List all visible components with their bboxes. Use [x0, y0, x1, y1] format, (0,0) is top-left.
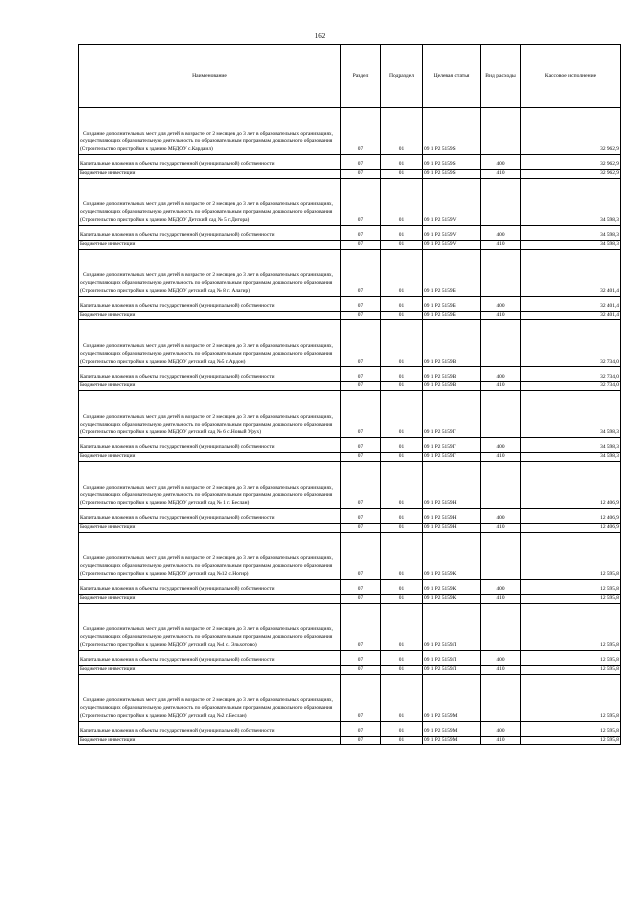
row-code-cell: 09 1 P2 5159К — [423, 532, 481, 579]
row-expense-type-cell: 400 — [481, 367, 521, 382]
table-row — [79, 391, 621, 438]
row-expense-type-cell: 410 — [481, 665, 521, 674]
row-section-cell: 07 — [341, 736, 381, 745]
header-subsection: Подраздел — [381, 45, 423, 108]
row-subsection-cell: 01 — [381, 170, 423, 179]
row-amount-cell: 32 962,9 — [521, 108, 621, 155]
row-code-cell: 09 1 P2 5159Н — [423, 509, 481, 524]
row-section-cell: 07 — [341, 603, 381, 650]
table-row — [79, 674, 621, 721]
table-row — [79, 367, 621, 382]
header-expense-type: Вид расходы — [481, 45, 521, 108]
row-expense-type-cell — [481, 532, 521, 579]
row-expense-type-cell: 410 — [481, 736, 521, 745]
row-section-cell: 07 — [341, 674, 381, 721]
row-section-cell: 07 — [341, 296, 381, 311]
row-subsection-cell: 01 — [381, 453, 423, 462]
row-code-cell: 09 1 P2 5159S — [423, 108, 481, 155]
row-amount-cell: 12 595,8 — [521, 736, 621, 745]
row-amount-cell: 12 595,8 — [521, 594, 621, 603]
row-subsection-cell: 01 — [381, 524, 423, 533]
row-name-cell: Капитальные вложения в объекты государственной (муниципальной) собственности — [79, 509, 341, 524]
row-expense-type-cell: 410 — [481, 453, 521, 462]
row-subsection-cell: 01 — [381, 249, 423, 296]
table-row — [79, 594, 621, 603]
row-subsection-cell: 01 — [381, 382, 423, 391]
table-row — [79, 320, 621, 367]
row-amount-cell: 34 598,3 — [521, 438, 621, 453]
table-row — [79, 532, 621, 579]
row-section-cell: 07 — [341, 650, 381, 665]
table-row — [79, 311, 621, 320]
row-subsection-cell: 01 — [381, 438, 423, 453]
row-name-cell: Создание дополнительных мест для детей в возрасте от 2 месяцев до 3 лет в образовательных организациях, осуществляющих образовательную деятельность по образовательным программам дошкольного образования (Строительство пристройки к зданию МБДОУ детский сад № 8 г. Алагир) — [79, 249, 341, 296]
row-code-cell: 09 1 P2 5159М — [423, 721, 481, 736]
row-amount-cell: 12 406,9 — [521, 462, 621, 509]
row-section-cell: 07 — [341, 462, 381, 509]
header-section: Раздел — [341, 45, 381, 108]
row-expense-type-cell: 400 — [481, 721, 521, 736]
row-subsection-cell: 01 — [381, 108, 423, 155]
row-section-cell: 07 — [341, 391, 381, 438]
row-amount-cell: 12 595,8 — [521, 532, 621, 579]
row-section-cell: 07 — [341, 594, 381, 603]
row-expense-type-cell — [481, 603, 521, 650]
row-code-cell: 09 1 P2 5159Н — [423, 462, 481, 509]
row-subsection-cell: 01 — [381, 391, 423, 438]
table-row — [79, 170, 621, 179]
row-amount-cell: 12 595,8 — [521, 603, 621, 650]
row-code-cell: 09 1 P2 5159Г — [423, 438, 481, 453]
row-name-cell: Создание дополнительных мест для детей в возрасте от 2 месяцев до 3 лет в образовательных организациях, осуществляющих образовательную деятельность по образовательным программам дошкольного образования (Строительство пристройки к зданию МБДОУ с.Кардаил) — [79, 108, 341, 155]
row-subsection-cell: 01 — [381, 240, 423, 249]
table-row — [79, 249, 621, 296]
row-amount-cell: 34 598,3 — [521, 240, 621, 249]
row-expense-type-cell — [481, 320, 521, 367]
row-subsection-cell: 01 — [381, 579, 423, 594]
row-amount-cell: 34 598,3 — [521, 225, 621, 240]
row-subsection-cell: 01 — [381, 178, 423, 225]
table-row — [79, 108, 621, 155]
row-section-cell: 07 — [341, 367, 381, 382]
row-subsection-cell: 01 — [381, 650, 423, 665]
table-row — [79, 296, 621, 311]
row-expense-type-cell — [481, 391, 521, 438]
table-row — [79, 178, 621, 225]
row-code-cell: 09 1 P2 5159Б — [423, 249, 481, 296]
row-name-cell: Бюджетные инвестиции — [79, 736, 341, 745]
table-row — [79, 579, 621, 594]
row-code-cell: 09 1 P2 5159S — [423, 155, 481, 170]
row-section-cell: 07 — [341, 532, 381, 579]
table-row — [79, 721, 621, 736]
row-subsection-cell: 01 — [381, 532, 423, 579]
row-amount-cell: 12 595,8 — [521, 721, 621, 736]
row-expense-type-cell: 400 — [481, 438, 521, 453]
table-row — [79, 603, 621, 650]
row-code-cell: 09 1 P2 5159Л — [423, 665, 481, 674]
row-section-cell: 07 — [341, 382, 381, 391]
row-name-cell: Капитальные вложения в объекты государственной (муниципальной) собственности — [79, 579, 341, 594]
row-section-cell: 07 — [341, 524, 381, 533]
row-section-cell: 07 — [341, 579, 381, 594]
table-row — [79, 509, 621, 524]
row-code-cell: 09 1 P2 5159М — [423, 736, 481, 745]
row-name-cell: Бюджетные инвестиции — [79, 524, 341, 533]
row-name-cell: Бюджетные инвестиции — [79, 382, 341, 391]
row-subsection-cell: 01 — [381, 296, 423, 311]
row-name-cell: Капитальные вложения в объекты государственной (муниципальной) собственности — [79, 296, 341, 311]
row-amount-cell: 12 595,8 — [521, 650, 621, 665]
table-row — [79, 438, 621, 453]
row-section-cell: 07 — [341, 225, 381, 240]
row-name-cell: Капитальные вложения в объекты государственной (муниципальной) собственности — [79, 650, 341, 665]
row-expense-type-cell — [481, 178, 521, 225]
row-name-cell: Создание дополнительных мест для детей в возрасте от 2 месяцев до 3 лет в образовательных организациях, осуществляющих образовательную деятельность по образовательным программам дошкольного образования (Строительство пристройки к зданию МБДОУ детский сад № 1 г. Беслан) — [79, 462, 341, 509]
row-code-cell: 09 1 P2 5159Б — [423, 311, 481, 320]
row-amount-cell: 34 598,3 — [521, 453, 621, 462]
row-amount-cell: 32 962,9 — [521, 155, 621, 170]
budget-table — [78, 44, 621, 745]
row-code-cell: 09 1 P2 5159В — [423, 367, 481, 382]
row-amount-cell: 32 401,4 — [521, 311, 621, 320]
row-subsection-cell: 01 — [381, 674, 423, 721]
row-code-cell: 09 1 P2 5159Н — [423, 524, 481, 533]
row-expense-type-cell: 410 — [481, 311, 521, 320]
table-row — [79, 240, 621, 249]
row-expense-type-cell: 410 — [481, 382, 521, 391]
row-subsection-cell: 01 — [381, 155, 423, 170]
row-subsection-cell: 01 — [381, 594, 423, 603]
table-row — [79, 524, 621, 533]
row-name-cell: Капитальные вложения в объекты государственной (муниципальной) собственности — [79, 155, 341, 170]
row-subsection-cell: 01 — [381, 367, 423, 382]
row-code-cell: 09 1 P2 5159Г — [423, 453, 481, 462]
row-section-cell: 07 — [341, 249, 381, 296]
row-section-cell: 07 — [341, 453, 381, 462]
table-row — [79, 225, 621, 240]
row-code-cell: 09 1 P2 5159Б — [423, 296, 481, 311]
row-code-cell: 09 1 P2 5159V — [423, 240, 481, 249]
row-code-cell: 09 1 P2 5159К — [423, 594, 481, 603]
row-name-cell: Бюджетные инвестиции — [79, 240, 341, 249]
row-code-cell: 09 1 P2 5159Л — [423, 603, 481, 650]
row-expense-type-cell: 400 — [481, 296, 521, 311]
table-row — [79, 665, 621, 674]
row-subsection-cell: 01 — [381, 665, 423, 674]
row-subsection-cell: 01 — [381, 311, 423, 320]
row-name-cell: Капитальные вложения в объекты государственной (муниципальной) собственности — [79, 721, 341, 736]
row-expense-type-cell — [481, 674, 521, 721]
row-subsection-cell: 01 — [381, 462, 423, 509]
row-name-cell: Бюджетные инвестиции — [79, 594, 341, 603]
row-amount-cell: 34 598,3 — [521, 391, 621, 438]
row-expense-type-cell — [481, 249, 521, 296]
row-expense-type-cell — [481, 108, 521, 155]
row-name-cell: Создание дополнительных мест для детей в возрасте от 2 месяцев до 3 лет в образовательных организациях, осуществляющих образовательную деятельность по образовательным программам дошкольного образования (Строительство пристройки к зданию МБДОУ детский сад №12 с.Ногир) — [79, 532, 341, 579]
row-name-cell: Капитальные вложения в объекты государственной (муниципальной) собственности — [79, 225, 341, 240]
table-row — [79, 736, 621, 745]
table-row — [79, 462, 621, 509]
row-amount-cell: 32 734,0 — [521, 382, 621, 391]
row-section-cell: 07 — [341, 178, 381, 225]
row-code-cell: 09 1 P2 5159V — [423, 225, 481, 240]
row-expense-type-cell: 400 — [481, 155, 521, 170]
row-amount-cell: 32 401,4 — [521, 296, 621, 311]
table-row — [79, 650, 621, 665]
row-amount-cell: 12 595,8 — [521, 674, 621, 721]
row-expense-type-cell: 400 — [481, 650, 521, 665]
row-name-cell: Бюджетные инвестиции — [79, 665, 341, 674]
row-section-cell: 07 — [341, 155, 381, 170]
header-amount: Кассовое исполнение — [521, 45, 621, 108]
row-amount-cell: 32 962,9 — [521, 170, 621, 179]
row-amount-cell: 32 734,0 — [521, 320, 621, 367]
row-expense-type-cell: 400 — [481, 579, 521, 594]
table-header-row — [79, 45, 621, 108]
row-expense-type-cell — [481, 462, 521, 509]
row-expense-type-cell: 410 — [481, 170, 521, 179]
row-section-cell: 07 — [341, 170, 381, 179]
row-section-cell: 07 — [341, 509, 381, 524]
row-code-cell: 09 1 P2 5159Г — [423, 391, 481, 438]
table-row — [79, 155, 621, 170]
row-expense-type-cell: 410 — [481, 524, 521, 533]
row-name-cell: Создание дополнительных мест для детей в возрасте от 2 месяцев до 3 лет в образовательных организациях, осуществляющих образовательную деятельность по образовательным программам дошкольного образования (Строительство пристройки к зданию МБДОУ детский сад № 6 с.Новый Урух) — [79, 391, 341, 438]
row-code-cell: 09 1 P2 5159В — [423, 382, 481, 391]
header-code: Целевая статья — [423, 45, 481, 108]
row-name-cell: Создание дополнительных мест для детей в возрасте от 2 месяцев до 3 лет в образовательных организациях, осуществляющих образовательную деятельность по образовательным программам дошкольного образования (Строительство пристройки к зданию МБДОУ детский сад №5 г.Ардон) — [79, 320, 341, 367]
row-section-cell: 07 — [341, 320, 381, 367]
row-section-cell: 07 — [341, 665, 381, 674]
row-amount-cell: 12 406,9 — [521, 524, 621, 533]
row-name-cell: Бюджетные инвестиции — [79, 170, 341, 179]
row-amount-cell: 34 598,3 — [521, 178, 621, 225]
row-code-cell: 09 1 P2 5159Л — [423, 650, 481, 665]
row-amount-cell: 32 401,4 — [521, 249, 621, 296]
page-number: 162 — [314, 32, 326, 40]
row-code-cell: 09 1 P2 5159В — [423, 320, 481, 367]
row-name-cell: Капитальные вложения в объекты государственной (муниципальной) собственности — [79, 367, 341, 382]
row-name-cell: Капитальные вложения в объекты государственной (муниципальной) собственности — [79, 438, 341, 453]
row-amount-cell: 12 406,9 — [521, 509, 621, 524]
table-row — [79, 453, 621, 462]
row-name-cell: Создание дополнительных мест для детей в возрасте от 2 месяцев до 3 лет в образовательных организациях, осуществляющих образовательную деятельность по образовательным программам дошкольного образования (Строительство пристройки к зданию МБДОУ детский сад №4 с. Эльхотово) — [79, 603, 341, 650]
row-code-cell: 09 1 P2 5159М — [423, 674, 481, 721]
row-expense-type-cell: 410 — [481, 594, 521, 603]
row-name-cell: Бюджетные инвестиции — [79, 453, 341, 462]
row-amount-cell: 32 734,0 — [521, 367, 621, 382]
row-expense-type-cell: 410 — [481, 240, 521, 249]
row-amount-cell: 12 595,8 — [521, 665, 621, 674]
row-name-cell: Бюджетные инвестиции — [79, 311, 341, 320]
row-code-cell: 09 1 P2 5159S — [423, 170, 481, 179]
row-code-cell: 09 1 P2 5159V — [423, 178, 481, 225]
row-section-cell: 07 — [341, 108, 381, 155]
row-amount-cell: 12 595,8 — [521, 579, 621, 594]
table-row — [79, 382, 621, 391]
row-section-cell: 07 — [341, 311, 381, 320]
row-expense-type-cell: 400 — [481, 509, 521, 524]
row-section-cell: 07 — [341, 721, 381, 736]
row-subsection-cell: 01 — [381, 736, 423, 745]
row-name-cell: Создание дополнительных мест для детей в возрасте от 2 месяцев до 3 лет в образовательных организациях, осуществляющих образовательную деятельность по образовательным программам дошкольного образования (Строительство пристройки к зданию МБДОУ Детский сад № 5 г.Дигора) — [79, 178, 341, 225]
row-subsection-cell: 01 — [381, 320, 423, 367]
row-code-cell: 09 1 P2 5159К — [423, 579, 481, 594]
row-section-cell: 07 — [341, 240, 381, 249]
row-subsection-cell: 01 — [381, 721, 423, 736]
row-subsection-cell: 01 — [381, 603, 423, 650]
header-name: Наименование — [79, 45, 341, 108]
row-name-cell: Создание дополнительных мест для детей в возрасте от 2 месяцев до 3 лет в образовательных организациях, осуществляющих образовательную деятельность по образовательным программам дошкольного образования (Строительство пристройки к зданию МБДОУ детский сад №2 г.Беслан) — [79, 674, 341, 721]
row-expense-type-cell: 400 — [481, 225, 521, 240]
row-section-cell: 07 — [341, 438, 381, 453]
row-subsection-cell: 01 — [381, 509, 423, 524]
row-subsection-cell: 01 — [381, 225, 423, 240]
